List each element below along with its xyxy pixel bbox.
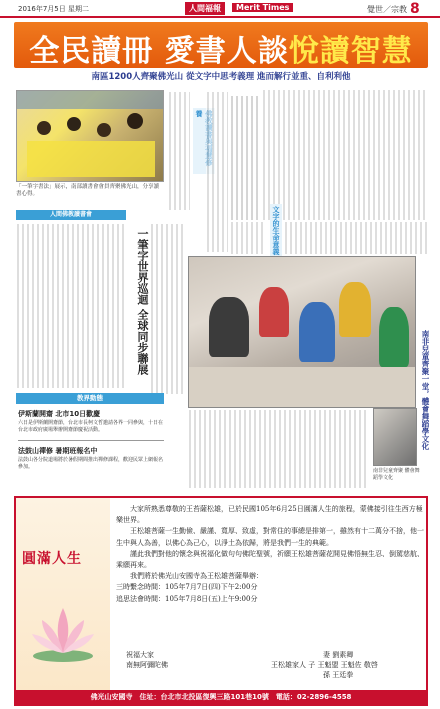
blessing-line2: 南無阿彌陀佛 [126, 661, 168, 669]
photo2-caption: 南非兒童齊聚一堂，體會舞蹈學文化 [421, 330, 430, 450]
side-news-title: 教界動態 [16, 393, 164, 404]
blessing-line1: 祝福大家 [126, 651, 154, 659]
headline [14, 26, 428, 70]
subheading-reading: 養 [193, 108, 215, 174]
service-time-2: 追思法會時間：105年7月8日(五)上午9:00分 [116, 594, 258, 603]
service-time-1: 三時繫念時間：105年7月7日(四)下午2:00分 [116, 583, 258, 592]
article-column-mid-mid [230, 222, 266, 254]
article-column-right-top [262, 90, 428, 220]
memorial-para3: 謹此我們對他的懷念與祝福化做句句佛陀聖號，祈願王松雄菩薩花開見佛悟無生忍、倒駕慈航、乘願再來。 [116, 549, 424, 570]
box1-column [16, 224, 126, 388]
notice-divider [18, 440, 164, 441]
memorial-notice [14, 496, 428, 706]
headline-part2: 悅讀智慧 [288, 34, 413, 69]
memorial-para1: 大家所熟悉尊敬的王苔薩松雄，已於民國105年6月25日圓滿人生的旅程，蒙佛接引往生西方極樂世界。 [116, 505, 423, 525]
article-column-left-mid [150, 224, 184, 394]
headline-part1: 全民讀冊 愛書人談 [29, 34, 289, 69]
subheading-writing: 文字的生命意義 [270, 204, 282, 264]
memorial-para4: 我們將於佛光山安國寺為王松雄菩薩舉辦： [130, 572, 263, 581]
memorial-left-panel [16, 498, 110, 691]
memorial-blessing [126, 650, 168, 670]
section-name: 覺世／宗教 [367, 5, 407, 14]
reading-group-photo [16, 90, 164, 182]
masthead [0, 0, 440, 18]
lotus-icon [28, 598, 98, 668]
notice2-body: 法鼓山各分院道場將於暑假期間推出禪修課程，歡迎民眾上網報名參加。 [18, 457, 164, 470]
notice2-title: 法鼓山禪修 暑期班報名中 [18, 447, 98, 455]
issue-date: 2016年7月5日 星期二 [18, 5, 89, 13]
page-number: 8 [410, 1, 420, 17]
child-photo [373, 408, 417, 466]
memorial-body [116, 504, 424, 605]
subheadline: 南區1200人齊聚佛光山 從文字中思考義理 進而解行並重、自利利他 [91, 72, 351, 82]
photo3-caption: 南非兒童齊聚 體會舞蹈學文化 [373, 468, 420, 481]
paper-english-name: Merit Times [232, 3, 293, 12]
article-column-mid2-top [206, 92, 228, 252]
vertical-article-title: 一筆字世界巡迴 全球同步聯展 [136, 228, 149, 375]
family-line2: 王松雄家人 子 王魁盟 王魁佐 敬啓 [271, 661, 378, 669]
memorial-para2: 王松雄菩薩一生勤儉、嚴謹、寬厚、致虛，對常住的事總是排第一，雖然有十二萬分不捨，他一生中與人為善，以佛心為己心，以淨土為依歸，將是我們一生的典範。 [116, 527, 424, 547]
article-column-lower [188, 410, 368, 488]
notice1-title: 伊斯蘭開齋 北市10日歡慶 [18, 410, 101, 418]
family-line3: 孫 王廷拳 [323, 671, 354, 679]
memorial-footer: 佛光山安國寺 住址：台北市北投區復興三路101巷10號 電話：02-2896-4558 [16, 690, 426, 704]
memorial-title: 圓滿人生 [22, 551, 82, 567]
article-column-right-mid [284, 222, 428, 254]
article-column-mid-top [168, 92, 190, 210]
notice1-body: 六日是伊斯蘭開齋節，台北市長柯文哲邀請各界一同參與，十日在台北市政府廣場舉辦開齋節慶祝活動。 [18, 420, 164, 433]
paper-logo: 人間福報 [185, 2, 225, 15]
headline-band [14, 22, 428, 68]
article-column-right-top-b [230, 96, 260, 220]
photo1-caption: 「一筆字書法」展示，南部讀書會會員齊聚佛光山，分享讀書心得。 [16, 184, 160, 197]
dance-workshop-photo [188, 256, 416, 408]
memorial-family [271, 650, 378, 680]
family-line1: 妻 劉素卿 [323, 651, 354, 659]
box1-title: 人間佛教讀書會 [16, 210, 126, 220]
